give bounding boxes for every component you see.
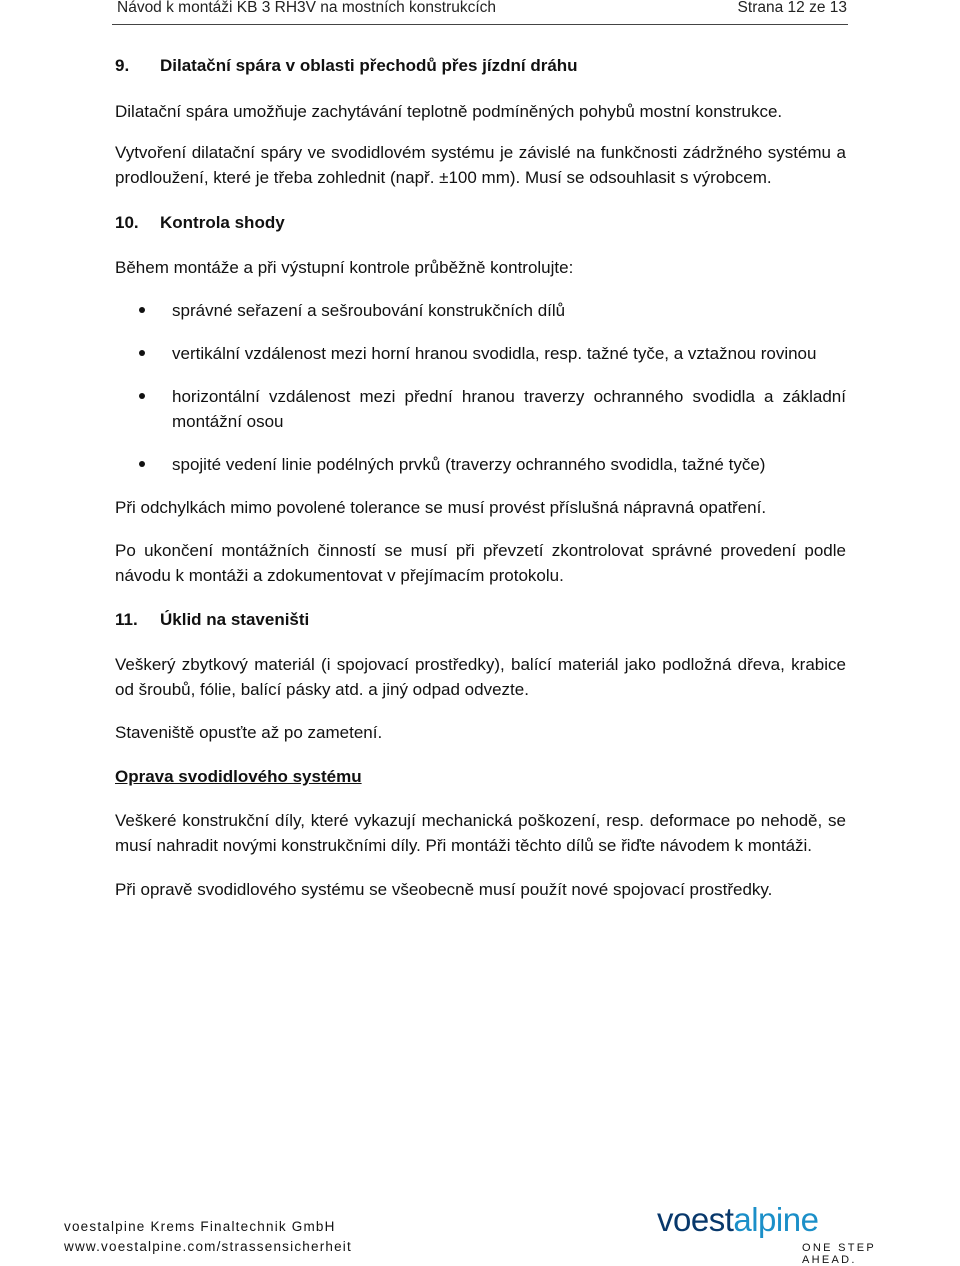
repair-paragraph-2: Při opravě svodidlového systému se všeobecně musí použít nové spojovací prostředky. [115,880,773,899]
footer-url: www.voestalpine.com/strassensicherheit [64,1239,352,1254]
section-10-intro: Během montáže a při výstupní kontrole průběžně kontrolujte: [115,258,574,277]
section-11-paragraph-1: Veškerý zbytkový materiál (i spojovací prostředky), balící materiál jako podložná dřeva, krabice od šroubů, fólie, balící pásky atd. a jiný odpad odvezte. [115,655,846,699]
list-item [115,384,846,434]
section-11-paragraph-2: Staveniště opusťte až po zametení. [115,723,383,742]
logo-wordmark: voestalpine [657,1201,819,1238]
section-11-title: Úklid na staveništi [160,610,310,629]
document-title: Návod k montáži KB 3 RH3V na mostních konstrukcích [117,0,497,16]
section-11-heading [115,607,846,632]
list-item-text: vertikální vzdálenost mezi horní hranou svodidla, resp. tažné tyče, a vztažnou rovinou [172,344,817,363]
voestalpine-logo [657,1200,897,1266]
bullet-icon [139,393,145,399]
section-10-number: 10. [115,213,139,232]
page-header [117,0,847,22]
section-10-heading [115,210,846,235]
section-9-paragraph-2: Vytvoření dilatační spáry ve svodidlovém systému je závislé na funkčnosti zádržného systému a prodloužení, které je třeba zohlednit (např. ±100 mm). Musí se odsouhlasit s výrobcem. [115,143,846,187]
list-item-text: správné seřazení a sešroubování konstrukčních dílů [172,301,566,320]
repair-heading: Oprava svodidlového systému [115,767,362,786]
list-item [115,341,846,366]
section-9-paragraph-1: Dilatační spára umožňuje zachytávání teplotně podmíněných pohybů mostní konstrukce. [115,102,783,121]
bullet-icon [139,461,145,467]
page-number: Strana 12 ze 13 [737,0,847,16]
section-9-title: Dilatační spára v oblasti přechodů přes jízdní dráhu [160,56,578,75]
section-9-number: 9. [115,56,130,75]
company-name: voestalpine Krems Finaltechnik GmbH [64,1219,336,1234]
page-footer [64,1217,352,1257]
list-item-text: horizontální vzdálenost mezi přední hranou traverzy ochranného svodidla a základní montážní osou [172,387,846,431]
repair-paragraph-1: Veškeré konstrukční díly, které vykazují mechanická poškození, resp. deformace po nehodě, se musí nahradit novými konstrukčními díly. Při montáži těchto dílů se řiďte návodem k montáži. [115,811,846,855]
section-11-number: 11. [115,610,138,629]
main-content [115,53,846,902]
checklist [115,298,846,477]
section-10-paragraph-1: Při odchylkách mimo povolené tolerance se musí provést příslušná nápravná opatření. [115,498,767,517]
list-item [115,452,846,477]
bullet-icon [139,350,145,356]
header-divider [112,24,848,25]
section-9-heading [115,53,846,78]
section-10-title: Kontrola shody [160,213,285,232]
section-10-paragraph-2: Po ukončení montážních činností se musí při převzetí zkontrolovat správné provedení podle návodu k montáži a zdokumentovat v přejímacím protokolu. [115,541,846,585]
list-item-text: spojité vedení linie podélných prvků (traverzy ochranného svodidla, tažné tyče) [172,455,766,474]
bullet-icon [139,307,145,313]
logo-slogan: ONE STEP AHEAD. [802,1242,876,1266]
list-item [115,298,846,323]
